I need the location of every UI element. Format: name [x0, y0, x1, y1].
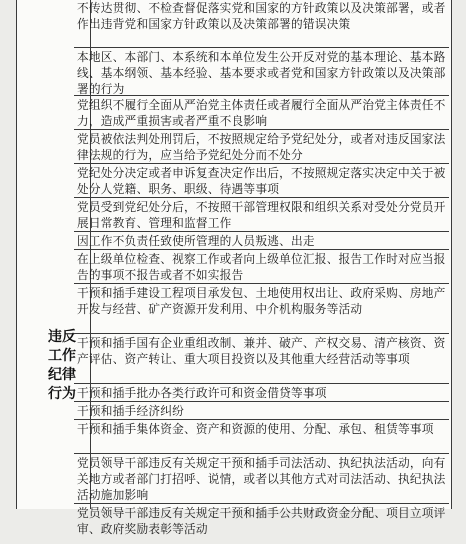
table-row	[74, 198, 449, 232]
table-row	[74, 130, 449, 164]
table-row	[74, 284, 449, 334]
row-text: 党纪处分决定或者申诉复查决定作出后，不按照规定落实决定中关于被处分人党籍、职务、职级、待遇等事项	[77, 166, 446, 196]
row-text: 党员被依法判处刑罚后，不按照规定给予党纪处分，或者对违反国家法律法规的行为，应当给予党纪处分而不处分	[77, 132, 446, 162]
item-list	[74, 0, 449, 536]
category-label-line: 行为	[48, 386, 76, 402]
row-text: 在上级单位检查、视察工作或者向上级单位汇报、报告工作时对应当报告的事项不报告或者不如实报告	[77, 252, 446, 282]
table-row	[74, 334, 449, 384]
table-row	[74, 504, 449, 544]
table-row	[74, 420, 449, 454]
row-text: 不传达贯彻、不检查督促落实党和国家的方针政策以及决策部署，或者作出违背党和国家方针政策以及决策部署的错误决策	[77, 1, 446, 31]
row-text: 干预和插手国有企业重组改制、兼并、破产、产权交易、清产核资、资产评估、资产转让、重大项目投资以及其他重大经营活动等事项	[77, 336, 446, 366]
table-row	[74, 454, 449, 504]
table-row	[74, 402, 449, 420]
row-text: 干预和插手批办各类行政许可和资金借贷等事项	[77, 386, 327, 400]
row-text: 因工作不负责任致使所管理的人员叛逃、出走	[77, 234, 315, 248]
table-row	[74, 250, 449, 284]
table-row	[74, 0, 449, 48]
row-text: 党员领导干部违反有关规定干预和插手公共财政资金分配、项目立项评审、政府奖励表彰等活动	[77, 506, 446, 536]
row-text: 本地区、本部门、本系统和本单位发生公开反对党的基本理论、基本路线、基本纲领、基本经验、基本要求或者党和国家方针政策以及决策部署的行为	[77, 50, 446, 96]
category-label-line: 违反	[48, 329, 76, 345]
table-row	[74, 384, 449, 402]
table-row	[74, 164, 449, 198]
table-row	[74, 48, 449, 96]
row-text: 党员受到党纪处分后，不按照干部管理权限和组织关系对受处分党员开展日常教育、管理和监督工作	[77, 200, 446, 230]
row-text: 干预和插手集体资金、资产和资源的使用、分配、承包、租赁等事项	[77, 422, 434, 436]
row-text: 党员领导干部违反有关规定干预和插手司法活动、执纪执法活动，向有关地方或者部门打招呼、说情，或者以其他方式对司法活动、执纪执法活动施加影响	[77, 456, 446, 502]
row-text: 党组织不履行全面从严治党主体责任或者履行全面从严治党主体责任不力，造成严重损害或者严重不良影响	[77, 98, 446, 128]
category-label-line: 工作	[48, 348, 76, 364]
table-row	[74, 232, 449, 250]
category-label-line: 纪律	[48, 367, 76, 383]
row-text: 干预和插手建设工程项目承发包、土地使用权出让、政府采购、房地产开发与经营、矿产资源开发利用、中介机构服务等活动	[77, 286, 446, 316]
table-row	[74, 96, 449, 130]
row-text: 干预和插手经济纠纷	[77, 404, 184, 418]
